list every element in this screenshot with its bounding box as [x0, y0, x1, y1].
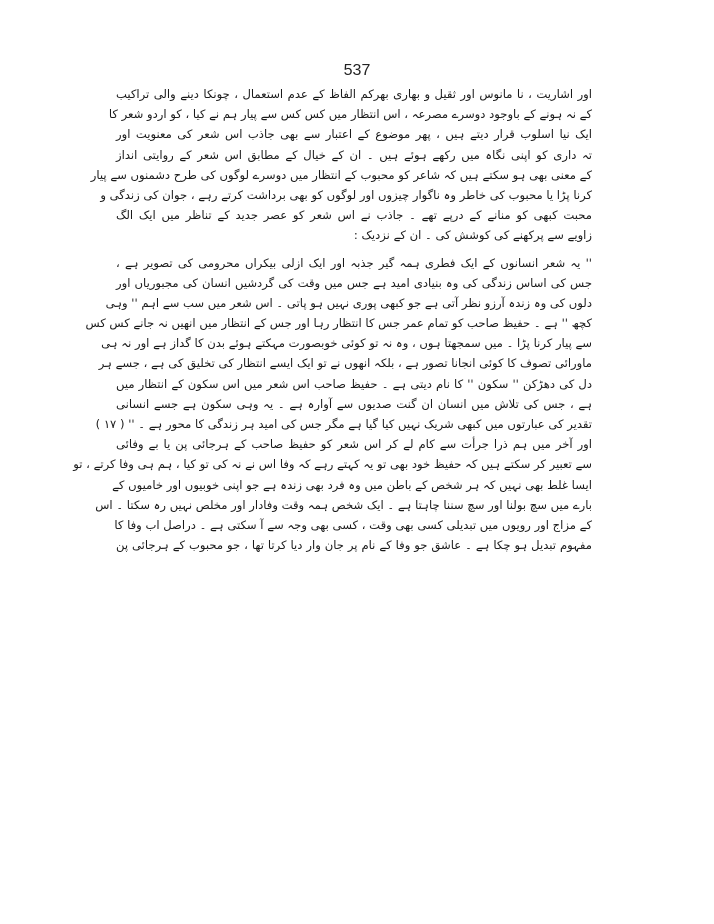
text-line: دلوں کی وہ زندہ آرزو نظر آتی ہے جو کبھی پوری نہیں ہو پاتی ۔ اس شعر میں سب سے اہم '' وہی — [105, 295, 592, 310]
text-line: زاویے سے پرکھنے کی کوشش کی ۔ ان کے نزدیک : — [353, 228, 592, 243]
text-line: جس کی اساس زندگی کی وہ بنیادی امید ہے جس میں وقت کی گردشیں انسان کی مجبوریاں اور — [116, 275, 592, 290]
text-line: اور اشاریت ، نا مانوس اور ثقیل و بھاری بھرکم الفاظ کے عدم استعمال ، چونکا دینے والی تراکیب — [116, 87, 592, 101]
text-line: کرنا پڑا یا محبوب کی خاطر وہ ناگوار چیزوں اور لوگوں کو بھی برداشت کرتے رہے ، جوان کی زندگی و — [100, 187, 592, 202]
text-line: ایسا غلط بھی نہیں کہ ہر شخص کے باطن میں وہ فرد بھی زندہ ہے جو اپنی خوبیوں اور خامیوں کے — [112, 477, 592, 492]
text-line: ہے ، جس کی تلاش میں انسان ان گنت صدیوں سے آوارہ ہے ۔ یہ وہی سکون ہے جسے انسانی — [116, 396, 592, 411]
text-line: ماورائی تصوف کا کوئی انجانا تصور ہے ، بلکہ انھوں نے تو ایک ایسے انتظار کی تخلیق کی ہے ، جسے ہر — [98, 356, 592, 371]
text-line: کے مزاج اور رویوں میں تبدیلی کسی بھی وقت ، کسی بھی وجہ سے آ سکتی ہے ۔ دراصل اب وفا کا — [114, 517, 592, 532]
text-line: '' یہ شعر انسانوں کے ایک فطری ہمہ گیر جذبہ اور ایک ازلی بیکراں محرومی کی تصویر ہے ، — [116, 255, 592, 270]
text-line: کے نہ ہونے کے باوجود دوسرے مصرعہ ، اس انتظار میں کس کس سے پیار ہم نے کیا ، کو اردو شعر کا — [108, 107, 592, 122]
text-line: دل کی دھڑکن '' سکون '' کا نام دیتی ہے ۔ حفیظ صاحب اس شعر میں اس سکون کے انتظار میں — [116, 376, 592, 391]
text-line: کچھ '' ہے ۔ حفیظ صاحب کو تمام عمر جس کا انتظار رہا اور جس کے انتظار میں انھیں نہ جانے کس کس — [85, 316, 592, 331]
page-number: 537 — [343, 62, 371, 79]
page-body — [73, 84, 592, 555]
text-line: ایک نیا اسلوب قرار دیتے ہیں ، پھر موضوع کے اعتبار سے بھی جاذب اس شعر کی معنویت اور — [116, 127, 592, 142]
text-line: تہ داری کو اپنی نگاہ میں رکھے ہوئے ہیں ۔ ان کے خیال کے مطابق اس شعر کے روایتی انداز — [116, 147, 592, 162]
text-line: بارے میں سچ بولنا اور سچ سننا چاہتا ہے ۔ ایک شخص ہمہ وقت وفادار اور مخلص نہیں رہ سکتا ۔ اس — [95, 497, 592, 512]
text-line: کے معنی بھی ہو سکتے ہیں کہ شاعر کو محبوب کے انتظار میں دوسرے لوگوں کی طرح دشمنوں سے پیار — [90, 167, 592, 182]
text-line: محبت کبھی کو منانے کے درپے تھے ۔ جاذب نے اس شعر کو عصر جدید کے تناظر میں ایک الگ — [116, 208, 592, 223]
text-line: سے پیار کرنا پڑا ۔ میں سمجھتا ہوں ، وہ نہ تو کوئی خوبصورت مہکتے ہوئے بدن کا گداز ہے اور نہ ہی — [101, 336, 592, 351]
text-line: تقدیر کی عبارتوں میں کبھی شریک نہیں کیا گیا ہے مگر جس کی امید ہر زندگی کا محور ہے ۔ '' ( ۱۷ ) — [95, 417, 592, 431]
paragraph-1 — [90, 84, 592, 246]
text-line: اور آخر میں ہم ذرا جرأت سے کام لے کر اس شعر کو حفیظ صاحب کے ہرجائی پن یا بے وفائی — [116, 437, 592, 452]
text-line: مفہوم تبدیل ہو چکا ہے ۔ عاشق جو وفا کے نام پر جان وار دیا کرتا تھا ، جو محبوب کے ہرجائی پن — [116, 538, 592, 553]
paragraph-3 — [73, 434, 592, 555]
block-quote — [85, 253, 592, 435]
text-line: سے تعبیر کر سکتے ہیں کہ حفیظ خود بھی تو یہ کہتے رہے کہ وفا اس نے نہ کی تو کیا ، ہم ہی وفا کرتے ، تو — [73, 457, 592, 472]
